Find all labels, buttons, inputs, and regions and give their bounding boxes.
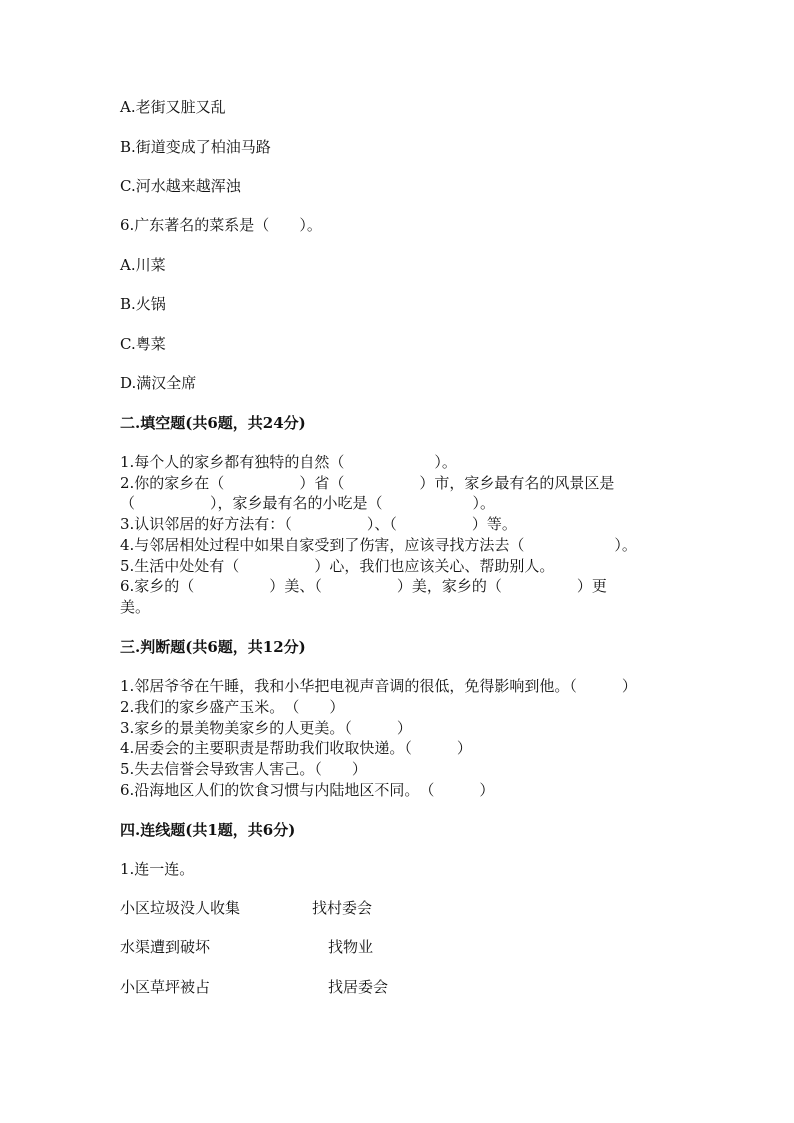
matching-left-item: 水渠遭到破坏 bbox=[120, 938, 211, 956]
q6-option-a: A.川菜 bbox=[120, 256, 166, 274]
q6-option-d: D.满汉全席 bbox=[120, 374, 197, 392]
fill-in-line: （ ），家乡最有名的小吃是（ ）。 bbox=[120, 494, 496, 512]
matching-left-item: 小区草坪被占 bbox=[120, 978, 211, 996]
matching-stem: 1.连一连。 bbox=[120, 860, 195, 878]
fill-in-line: 美。 bbox=[120, 598, 151, 616]
fill-in-line: 4.与邻居相处过程中如果自家受到了伤害，应该寻找方法去（ ）。 bbox=[120, 536, 637, 554]
matching-right-item: 找居委会 bbox=[328, 978, 389, 996]
q6-option-c: C.粤菜 bbox=[120, 335, 166, 353]
q6-stem: 6.广东著名的菜系是（ ）。 bbox=[120, 216, 322, 234]
matching-right-item: 找村委会 bbox=[312, 899, 373, 917]
q5-option-c: C.河水越来越浑浊 bbox=[120, 177, 241, 195]
q5-option-a: A.老街又脏又乱 bbox=[120, 98, 226, 116]
section-heading-true-false: 三.判断题(共6题，共12分) bbox=[120, 638, 306, 656]
fill-in-line: 6.家乡的（ ）美、（ ）美，家乡的（ ）更 bbox=[120, 577, 607, 595]
q6-option-b: B.火锅 bbox=[120, 295, 166, 313]
true-false-line: 6.沿海地区人们的饮食习惯与内陆地区不同。 （ ） bbox=[120, 781, 495, 799]
true-false-line: 5.失去信誉会导致害人害己。（ ） bbox=[120, 760, 367, 778]
matching-right-item: 找物业 bbox=[328, 938, 374, 956]
fill-in-line: 3.认识邻居的好方法有：（ ）、（ ）等。 bbox=[120, 515, 517, 533]
true-false-line: 1.邻居爷爷在午睡，我和小华把电视声音调的很低，免得影响到他。（ ） bbox=[120, 677, 637, 695]
true-false-line: 4.居委会的主要职责是帮助我们收取快递。（ ） bbox=[120, 739, 472, 757]
section-heading-fill-in: 二.填空题(共6题，共24分) bbox=[120, 414, 306, 432]
section-heading-matching: 四.连线题(共1题，共6分) bbox=[120, 821, 296, 839]
matching-left-item: 小区垃圾没人收集 bbox=[120, 899, 241, 917]
true-false-line: 3.家乡的景美物美家乡的人更美。（ ） bbox=[120, 719, 412, 737]
fill-in-line: 1.每个人的家乡都有独特的自然（ ）。 bbox=[120, 453, 457, 471]
q5-option-b: B.街道变成了柏油马路 bbox=[120, 138, 271, 156]
true-false-line: 2.我们的家乡盛产玉米。 （ ） bbox=[120, 698, 345, 716]
fill-in-line: 5.生活中处处有（ ）心，我们也应该关心、帮助别人。 bbox=[120, 557, 555, 575]
fill-in-line: 2.你的家乡在（ ）省（ ）市，家乡最有名的风景区是 bbox=[120, 474, 615, 492]
